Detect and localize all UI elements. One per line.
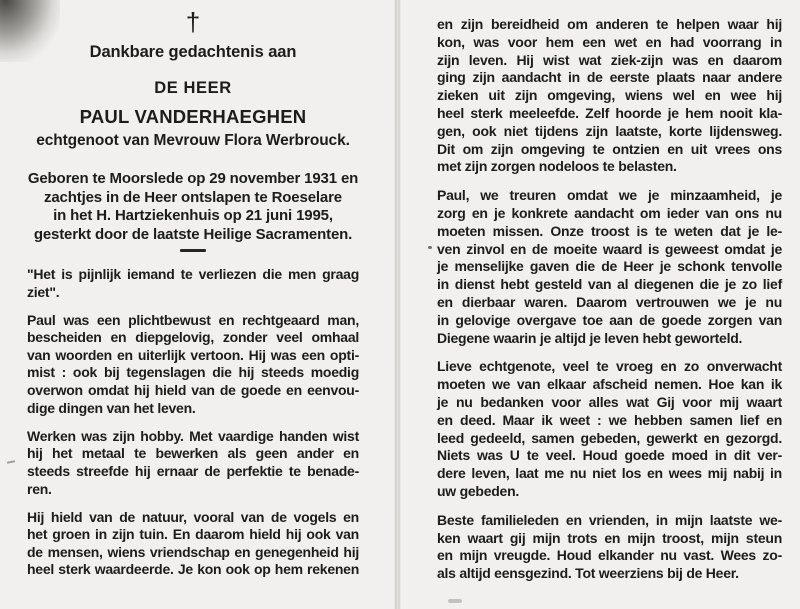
text-line: Dit om zijn omgeving te ontzien en uit vrees ons <box>437 140 782 157</box>
text-line: ken waart gij mijn trots en mijn troost, mijn steun <box>437 529 782 546</box>
paragraph-character <box>27 312 359 418</box>
text-line: "Het is pijnlijk iemand te verliezen die men graag <box>27 266 359 282</box>
card-fold-line <box>394 0 401 609</box>
left-text-column <box>27 266 359 579</box>
text-line: zijn leven. Hij wist wat ziek-zijn was en daarom <box>437 51 782 68</box>
text-line: de mensen, wiens vriendschap en genegenheid hij <box>27 543 359 560</box>
spouse-line: echtgenoot van Mevrouw Flora Werbrouck. <box>36 132 350 149</box>
text-line: kon, was voor hem een wet en had voorrang in <box>437 33 782 50</box>
text-line: het groen in zijn tuin. En daarom hield hij ook van <box>27 526 359 543</box>
text-line: ziet". <box>27 283 60 300</box>
text-line: zieken uit zijn omgeving, wiens wel en wee hij <box>437 87 782 104</box>
card-header <box>27 6 359 252</box>
text-line: mist : ook bij tegenslagen die hij steeds moedig <box>27 364 359 381</box>
text-line: Niets was U te veel. Houd goede moed in dit ver- <box>437 447 782 464</box>
text-line: overwon omdat hij hield van de goede en eenvou- <box>27 382 359 399</box>
text-line: dere leven, laat me nu niet los en wees mij nabij in <box>437 465 782 482</box>
text-line: hij het metaal te bewerken als geen ander en <box>27 445 359 462</box>
scan-speck-bottom <box>448 599 462 603</box>
text-line: in gelovige overgave toe aan de goede zorgen van <box>437 311 782 328</box>
text-line: moeten we van elkaar afscheid nemen. Hoe kan ik <box>437 376 782 393</box>
text-line: ven zinvol en de moeite waard is geweest omdat je <box>437 240 782 257</box>
text-line: van woorden en uiterlijk vertoon. Hij was een opti- <box>27 346 359 363</box>
section-divider <box>180 249 206 252</box>
text-line: moeten missen. Onze troost is te weten dat je le- <box>437 222 782 239</box>
text-line: met zijn zorgen nodeloos te belasten. <box>437 158 677 175</box>
text-line: ging zijn aandacht in de eerste plaats naar andere <box>437 69 782 86</box>
text-line: Beste familieleden en vrienden, in mijn laatste we- <box>437 511 782 528</box>
dates-line: in het H. Hartziekenhuis op 21 juni 1995, <box>53 207 333 225</box>
paragraph-quote <box>27 266 359 301</box>
text-line: leed gedeeld, samen gebeden, gewerkt en gezorgd. <box>437 429 782 446</box>
text-line: Paul was een plichtbewust en rechtgeaard man, <box>27 311 359 328</box>
text-line: ren. <box>27 480 52 497</box>
text-line: je menselijke gaven die de Heer je schonk tenvolle <box>437 258 782 275</box>
paragraph-nature <box>27 509 359 579</box>
deceased-name: PAUL VANDERHAEGHEN <box>79 106 307 127</box>
text-line: je nu bedanken voor alles wat Gij voor mij waart <box>437 393 782 410</box>
text-line: dige dingen van het leven. <box>27 399 196 416</box>
honorific-title: DE HEER <box>154 79 232 97</box>
dates-line: gesterkt door de laatste Heilige Sacramenten. <box>33 225 353 243</box>
text-line: zorg en je konkrete aandacht om ieder van ons nu <box>437 204 782 221</box>
scan-speck-dot <box>428 246 432 249</box>
text-line: en zijn bereidheid om anderen te helpen waar hij <box>437 16 782 32</box>
text-line: Diegene waarin je altijd je leven hebt geworteld. <box>437 329 743 346</box>
dates-line: zachtjes in de Heer ontslapen te Roeselare <box>44 188 342 206</box>
text-line: Hij hield van de natuur, vooral van de vogels en <box>27 508 359 525</box>
paragraph-hobby <box>27 428 359 498</box>
text-line: als altijd eensgezind. Tot weerziens bij de Heer. <box>437 565 739 582</box>
text-line: in dienst hebt gesteld van al diegenen die je zo lief <box>437 276 782 293</box>
text-line: gen, ook niet tijdens zijn laatste, korte lijdensweg. <box>437 122 782 139</box>
dates-line: Geboren te Moorslede op 29 november 1931 en <box>27 170 359 187</box>
cross-icon: † <box>185 7 201 37</box>
right-text-column <box>437 16 782 583</box>
scan-speck-dash <box>7 460 15 464</box>
text-line: en dierbaar waren. Daarom vertrouwen we je nu <box>437 293 782 310</box>
paragraph-to-family <box>437 512 782 583</box>
text-line: Werken was zijn hobby. Met vaardige handen wist <box>27 427 359 444</box>
paragraph-helpfulness <box>437 16 782 176</box>
text-line: Lieve echtgenote, veel te vroeg en zo onverwacht <box>437 358 782 375</box>
text-line: en deed. Maar ik weet : we hebben samen lief en <box>437 411 782 428</box>
paragraph-mourning <box>437 187 782 347</box>
text-line: heel sterk meeleefde. Zelf hoorde je hem nooit kla- <box>437 104 782 121</box>
text-line: bescheiden en diepgelovig, zonder veel omhaal <box>27 329 359 346</box>
text-line: uw gebeden. <box>437 482 520 499</box>
text-line: en mijn vreugde. Houd elkander nu vast. Wees zo- <box>437 547 782 564</box>
text-line: steeds streefde hij ernaar de perfektie te benade- <box>27 462 359 479</box>
dedication-text: Dankbare gedachtenis aan <box>89 43 297 61</box>
birth-death-block <box>27 170 359 244</box>
text-line: heel sterk waardeerde. Je kon ook op hem rekenen <box>27 561 359 578</box>
paragraph-to-wife <box>437 358 782 500</box>
text-line: Paul, we treuren omdat we je minzaamheid, je <box>437 187 782 204</box>
